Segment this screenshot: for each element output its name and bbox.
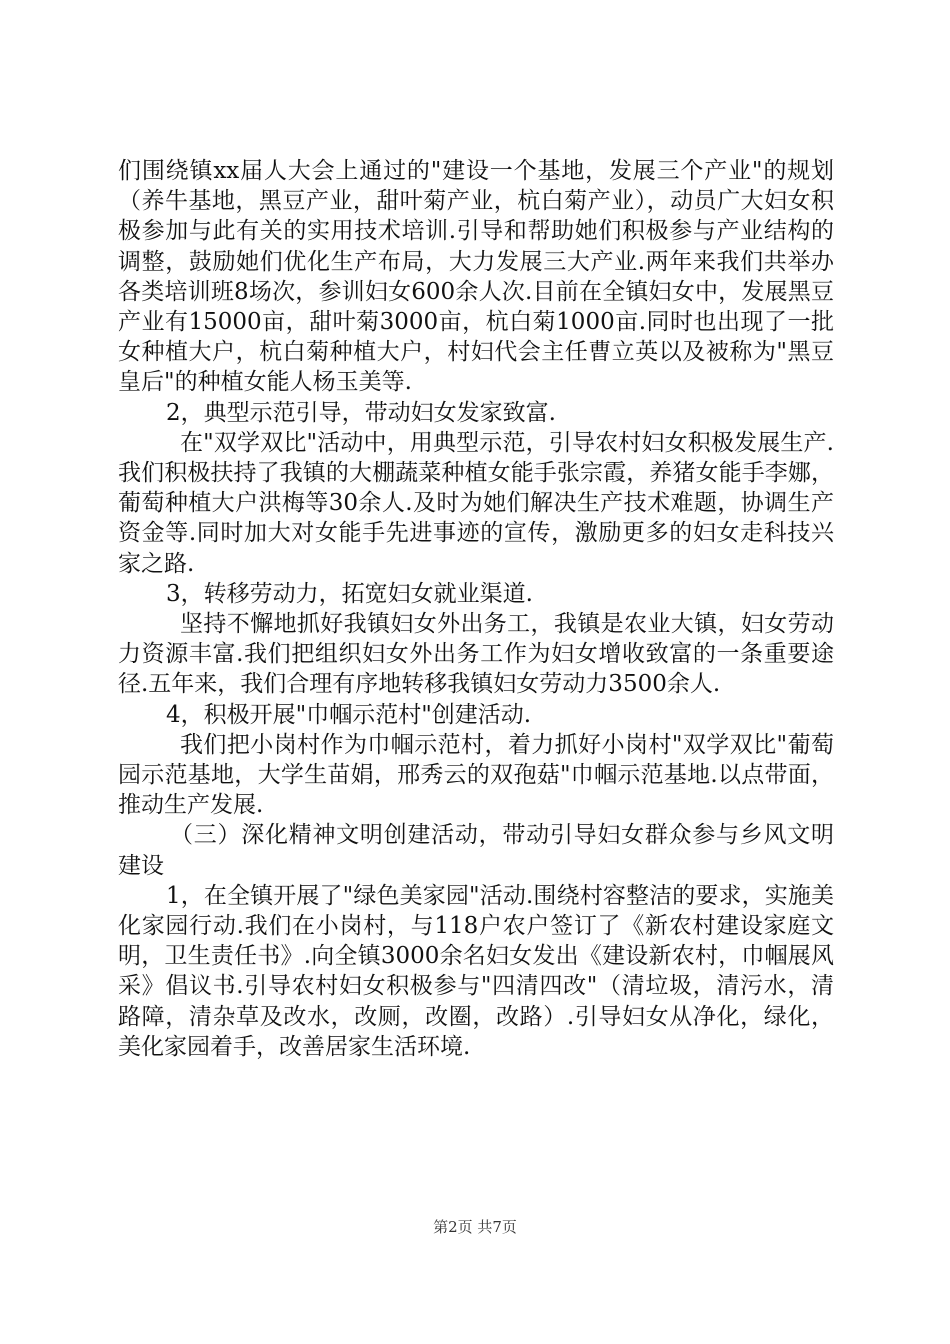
paragraph: 在"双学双比"活动中，用典型示范，引导农村妇女积极发展生产.我们积极扶持了我镇的大棚蔬菜种植女能手张宗霞，养猪女能手李娜，葡萄种植大户洪梅等30余人.及时为她们解决生产技术难题，协调生产资金等.同时加大对女能手先进事迹的宣传，激励更多的妇女走科技兴家之路.: [118, 429, 834, 577]
section-heading: 3，转移劳动力，拓宽妇女就业渠道.: [166, 580, 533, 607]
paragraph: 我们把小岗村作为巾帼示范村，着力抓好小岗村"双学双比"葡萄园示范基地，大学生苗娟，邢秀云的双孢菇"巾帼示范基地.以点带面，推动生产发展.: [118, 731, 834, 819]
paragraph: 坚持不懈地抓好我镇妇女外出务工，我镇是农业大镇，妇女劳动力资源丰富.我们把组织妇女外出务工作为妇女增收致富的一条重要途径.五年来，我们合理有序地转移我镇妇女劳动力3500余人.: [118, 611, 834, 698]
section-heading: 4，积极开展"巾帼示范村"创建活动.: [166, 701, 532, 728]
page-number-footer: 第2页 共7页: [433, 1218, 517, 1236]
section-heading: 2，典型示范引导，带动妇女发家致富.: [166, 399, 556, 426]
section-heading: （三）深化精神文明创建活动，带动引导妇女群众参与乡风文明建设: [118, 822, 834, 879]
paragraph: 1，在全镇开展了"绿色美家园"活动.围绕村容整洁的要求，实施美化家园行动.我们在小岗村，与118户农户签订了《新农村建设家庭文明，卫生责任书》.向全镇3000余名妇女发出《建设新农村，巾帼展风采》倡议书.引导农村妇女积极参与"四清四改"（清垃圾，清污水，清路障，清杂草及改水，改厕，改圈，改路）.引导妇女从净化，绿化，美化家园着手，改善居家生活环境.: [118, 882, 834, 1060]
paragraph: 们围绕镇xx届人大会上通过的"建设一个基地，发展三个产业"的规划（养牛基地，黑豆产业，甜叶菊产业，杭白菊产业），动员广大妇女积极参加与此有关的实用技术培训.引导和帮助她们积极参与产业结构的调整，鼓励她们优化生产布局，大力发展三大产业.两年来我们共举办各类培训班8场次，参训妇女600余人次.目前在全镇妇女中，发展黑豆产业有15000亩，甜叶菊3000亩，杭白菊1000亩.同时也出现了一批女种植大户，杭白菊种植大户，村妇代会主任曹立英以及被称为"黑豆皇后"的种植女能人杨玉美等.: [118, 158, 834, 396]
document-body: [118, 156, 834, 1062]
